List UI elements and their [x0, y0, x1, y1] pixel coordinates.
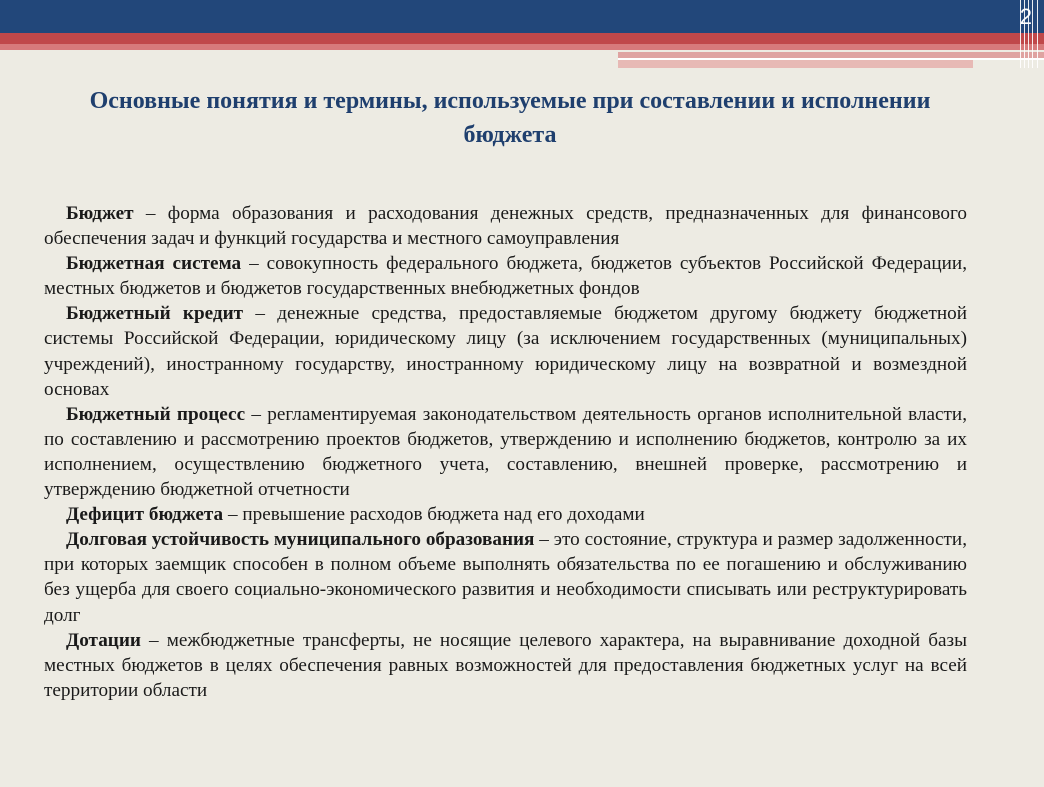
definition-text: – форма образования и расходования денежных средств, предназначенных для финансового обеспечения задач и функций государства и местного самоуправления: [44, 203, 967, 250]
definition-item: [44, 301, 967, 401]
definition-term: Дефицит бюджета: [66, 504, 224, 526]
definition-item: [44, 502, 967, 527]
definition-term: Дотации: [66, 629, 141, 651]
definition-text: – совокупность федерального бюджета, бюджетов субъектов Российской Федерации, местных бюджетов и бюджетов государственных внебюджетных фондов: [44, 253, 967, 300]
red-band-lower: [0, 44, 1044, 50]
definition-item: [44, 628, 967, 703]
definition-item: [44, 201, 967, 251]
definition-item: [44, 402, 967, 502]
definition-term: Бюджетная система: [66, 253, 242, 275]
definition-item: [44, 527, 967, 627]
slide-title: Основные понятия и термины, используемые при составлении и исполнении бюджета: [89, 88, 931, 148]
page-number: 2: [1019, 4, 1032, 29]
definition-term: Бюджетный процесс: [66, 403, 246, 425]
definition-text: – межбюджетные трансферты, не носящие целевого характера, на выравнивание доходной базы местных бюджетов в целях обеспечения равных возможностей для предоставления бюджетных услуг на всей территории области: [44, 629, 967, 701]
definition-term: Долговая устойчивость муниципального образования: [66, 529, 535, 551]
definition-term: Бюджет: [66, 203, 134, 224]
definition-text: – превышение расходов бюджета над его доходами: [223, 504, 645, 526]
definition-text: – это состояние, структура и размер задолженности, при которых заемщик способен в полном объеме выполнять обязательства по ее погашению и обслуживанию без ущерба для своего социально-экономического развития и необходимости списывать или реструктурировать долг: [44, 529, 967, 626]
header-band: [0, 0, 1044, 33]
decorative-strip: [618, 60, 973, 68]
definition-item: [44, 251, 967, 301]
definition-text: – регламентируемая законодательством деятельность органов исполнительной власти, по составлению и рассмотрению проектов бюджетов, утверждению и исполнению бюджетов, контролю за их исполнением, осуществлению бюджетного учета, составлению, внешней проверке, рассмотрению и утверждению бюджетной отчетности: [44, 403, 967, 501]
definition-text: – денежные средства, предоставляемые бюджетом другому бюджету бюджетной системы Российской Федерации, юридическому лицу (за исключением государственных (муниципальных) учреждений), иностранному государству, иностранному юридическому лицу на возвратной и возмездной основах: [44, 303, 967, 400]
definitions-list: [44, 201, 967, 703]
definition-term: Бюджетный кредит: [66, 303, 244, 325]
